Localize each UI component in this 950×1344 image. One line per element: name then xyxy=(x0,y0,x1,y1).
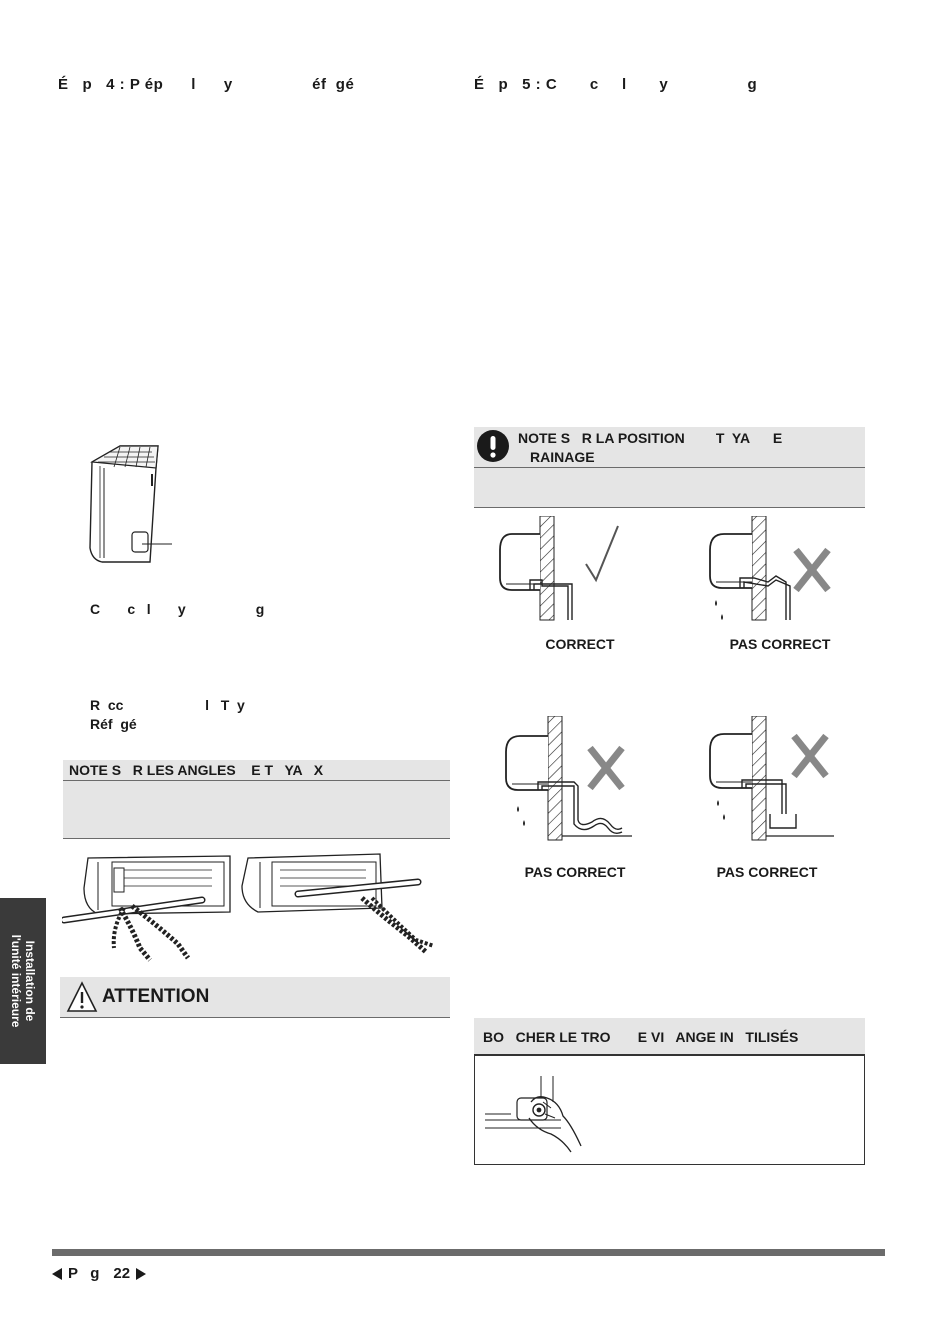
plug-holes-header xyxy=(474,1018,865,1056)
x-mark-icon xyxy=(794,736,826,776)
plug-hand-illustration xyxy=(481,1072,591,1154)
connect-instruction-line1: R cc l T y xyxy=(90,697,245,713)
page-number: 22 xyxy=(113,1265,131,1282)
pipe-angles-illustration xyxy=(62,848,452,968)
previous-page-icon[interactable] xyxy=(52,1268,62,1280)
step4-title: É p 4 : P ép l y éf gé xyxy=(58,76,355,93)
attention-box xyxy=(60,977,450,1018)
indoor-unit-side-illustration xyxy=(80,440,200,570)
exclamation-circle-icon xyxy=(476,429,510,463)
side-tab-line2: l'unité intérieure xyxy=(9,934,23,1028)
note-drain-title-line1: NOTE S R LA POSITION T YA E xyxy=(518,430,783,446)
warning-triangle-icon xyxy=(66,981,98,1013)
section-side-tab xyxy=(0,898,46,1064)
drain-caption-2: PAS CORRECT xyxy=(729,636,831,652)
x-mark-icon xyxy=(796,550,828,590)
drain-diagram-correct xyxy=(494,516,634,636)
plug-holes-title: BO CHER LE TRO E VI ANGE IN TILISÉS xyxy=(483,1029,799,1045)
page-navigation xyxy=(52,1265,146,1282)
drain-caption-3: PAS CORRECT xyxy=(524,864,626,880)
next-page-icon[interactable] xyxy=(136,1268,146,1280)
drain-diagram-incorrect-1 xyxy=(700,516,840,636)
note-angles-title: NOTE S R LES ANGLES E T YA X xyxy=(69,762,324,778)
checkmark-icon xyxy=(586,526,618,580)
attention-title: ATTENTION xyxy=(102,986,210,1007)
note-angles-box xyxy=(63,760,450,839)
drain-caption-1: CORRECT xyxy=(545,636,615,652)
x-mark-icon xyxy=(590,748,622,788)
drain-caption-4: PAS CORRECT xyxy=(716,864,818,880)
section-side-tab-text xyxy=(9,935,37,1028)
plug-holes-content xyxy=(474,1056,865,1165)
unit-caption: C c l y g xyxy=(90,601,265,617)
drain-diagram-incorrect-3 xyxy=(700,716,840,846)
note-drain-box xyxy=(474,427,865,508)
step5-title: É p 5 : C c l y g xyxy=(474,76,758,93)
note-drain-title-line2: RAINAGE xyxy=(530,449,595,465)
footer-divider xyxy=(52,1249,885,1256)
connect-instruction-line2: Réf gé xyxy=(90,716,137,732)
side-tab-line1: Installation de xyxy=(23,940,37,1022)
page-label: P g xyxy=(68,1265,100,1282)
drain-diagram-incorrect-2 xyxy=(498,716,638,846)
